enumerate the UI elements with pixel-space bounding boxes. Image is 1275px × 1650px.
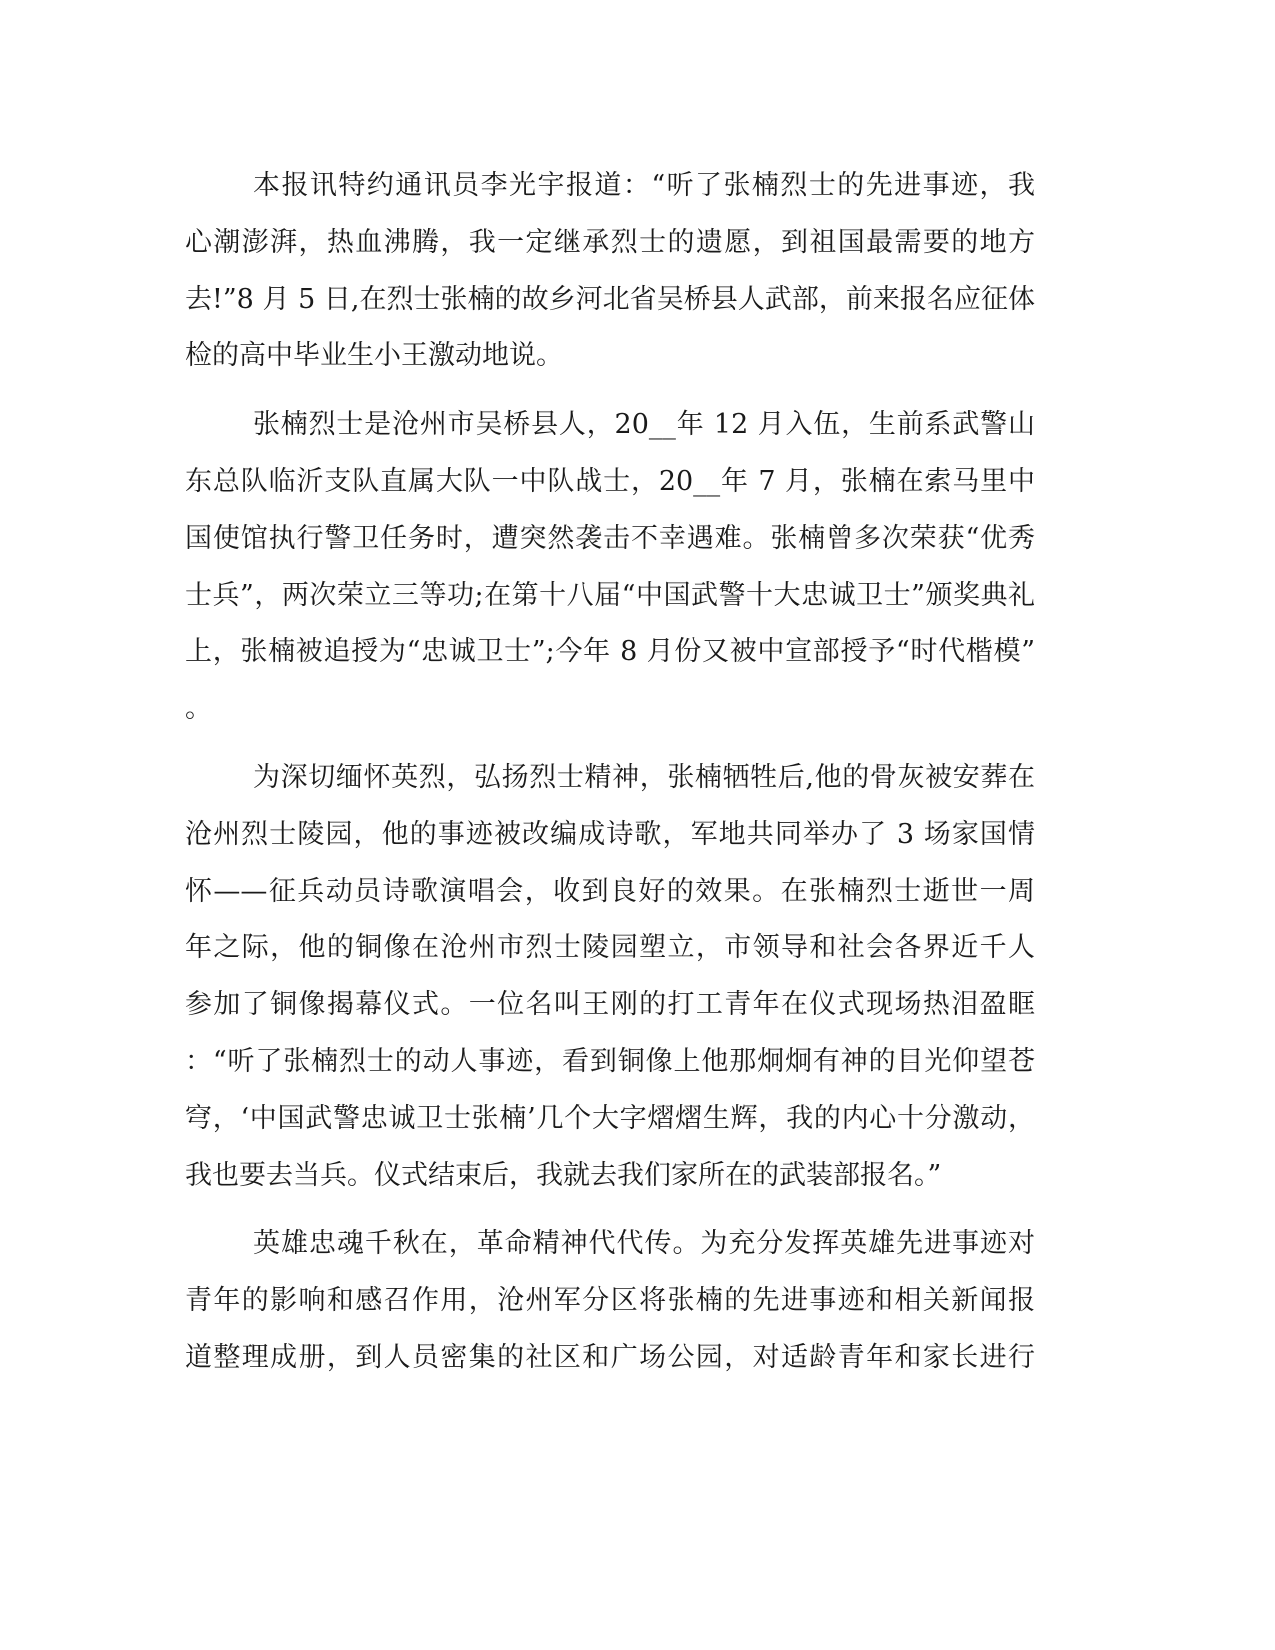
text-line: 张楠烈士是沧州市吴桥县人，20__年 12 月入伍，生前系武警山 bbox=[253, 409, 1035, 441]
text-line: 国使馆执行警卫任务时，遭突然袭击不幸遇难。张楠曾多次荣获“优秀 bbox=[185, 522, 1035, 554]
text-line: 年之际，他的铜像在沧州市烈士陵园塑立，市领导和社会各界近千人 bbox=[185, 932, 1035, 964]
paragraph-spacer bbox=[185, 385, 1035, 397]
paragraph-3 bbox=[185, 750, 1035, 1204]
text-line: 怀——征兵动员诗歌演唱会，收到良好的效果。在张楠烈士逝世一周 bbox=[185, 875, 1035, 907]
text-line: 青年的影响和感召作用，沧州军分区将张楠的先进事迹和相关新闻报 bbox=[185, 1285, 1035, 1317]
text-line: 参加了铜像揭幕仪式。一位名叫王刚的打工青年在仪式现场热泪盈眶 bbox=[185, 989, 1035, 1021]
paragraph-spacer bbox=[185, 1204, 1035, 1216]
text-line: ：“听了张楠烈士的动人事迹，看到铜像上他那炯炯有神的目光仰望苍 bbox=[185, 1045, 1035, 1077]
text-line: 心潮澎湃，热血沸腾，我一定继承烈士的遗愿，到祖国最需要的地方 bbox=[185, 226, 1035, 258]
paragraph-4 bbox=[185, 1216, 1035, 1386]
text-line: 为深切缅怀英烈，弘扬烈士精神，张楠牺牲后,他的骨灰被安葬在 bbox=[253, 761, 1035, 793]
text-line: 上，张楠被追授为“忠诚卫士”;今年 8 月份又被中宣部授予“时代楷模” bbox=[185, 636, 1035, 668]
text-line: 去!”8 月 5 日,在烈士张楠的故乡河北省吴桥县人武部，前来报名应征体 bbox=[185, 283, 1035, 315]
paragraph-1 bbox=[185, 158, 1035, 385]
paragraph-spacer bbox=[185, 738, 1035, 750]
text-line: 士兵”，两次荣立三等功;在第十八届“中国武警十大忠诚卫士”颁奖典礼 bbox=[185, 579, 1035, 611]
paragraph-2 bbox=[185, 397, 1035, 738]
text-line: 。 bbox=[185, 693, 212, 725]
text-line: 道整理成册，到人员密集的社区和广场公园，对适龄青年和家长进行 bbox=[185, 1341, 1035, 1373]
text-line: 东总队临沂支队直属大队一中队战士，20__年 7 月，张楠在索马里中 bbox=[185, 465, 1035, 497]
text-line: 检的高中毕业生小王激动地说。 bbox=[185, 340, 563, 372]
article-body bbox=[185, 158, 1035, 1387]
text-line: 沧州烈士陵园，他的事迹被改编成诗歌，军地共同举办了 3 场家国情 bbox=[185, 818, 1035, 850]
text-line: 英雄忠魂千秋在，革命精神代代传。为充分发挥英雄先进事迹对 bbox=[253, 1228, 1035, 1260]
text-line: 我也要去当兵。仪式结束后，我就去我们家所在的武装部报名。” bbox=[185, 1159, 942, 1191]
text-line: 穹，‘中国武警忠诚卫士张楠’几个大字熠熠生辉，我的内心十分激动， bbox=[185, 1102, 1035, 1134]
text-line: 本报讯特约通讯员李光宇报道：“听了张楠烈士的先进事迹，我 bbox=[253, 170, 1035, 201]
